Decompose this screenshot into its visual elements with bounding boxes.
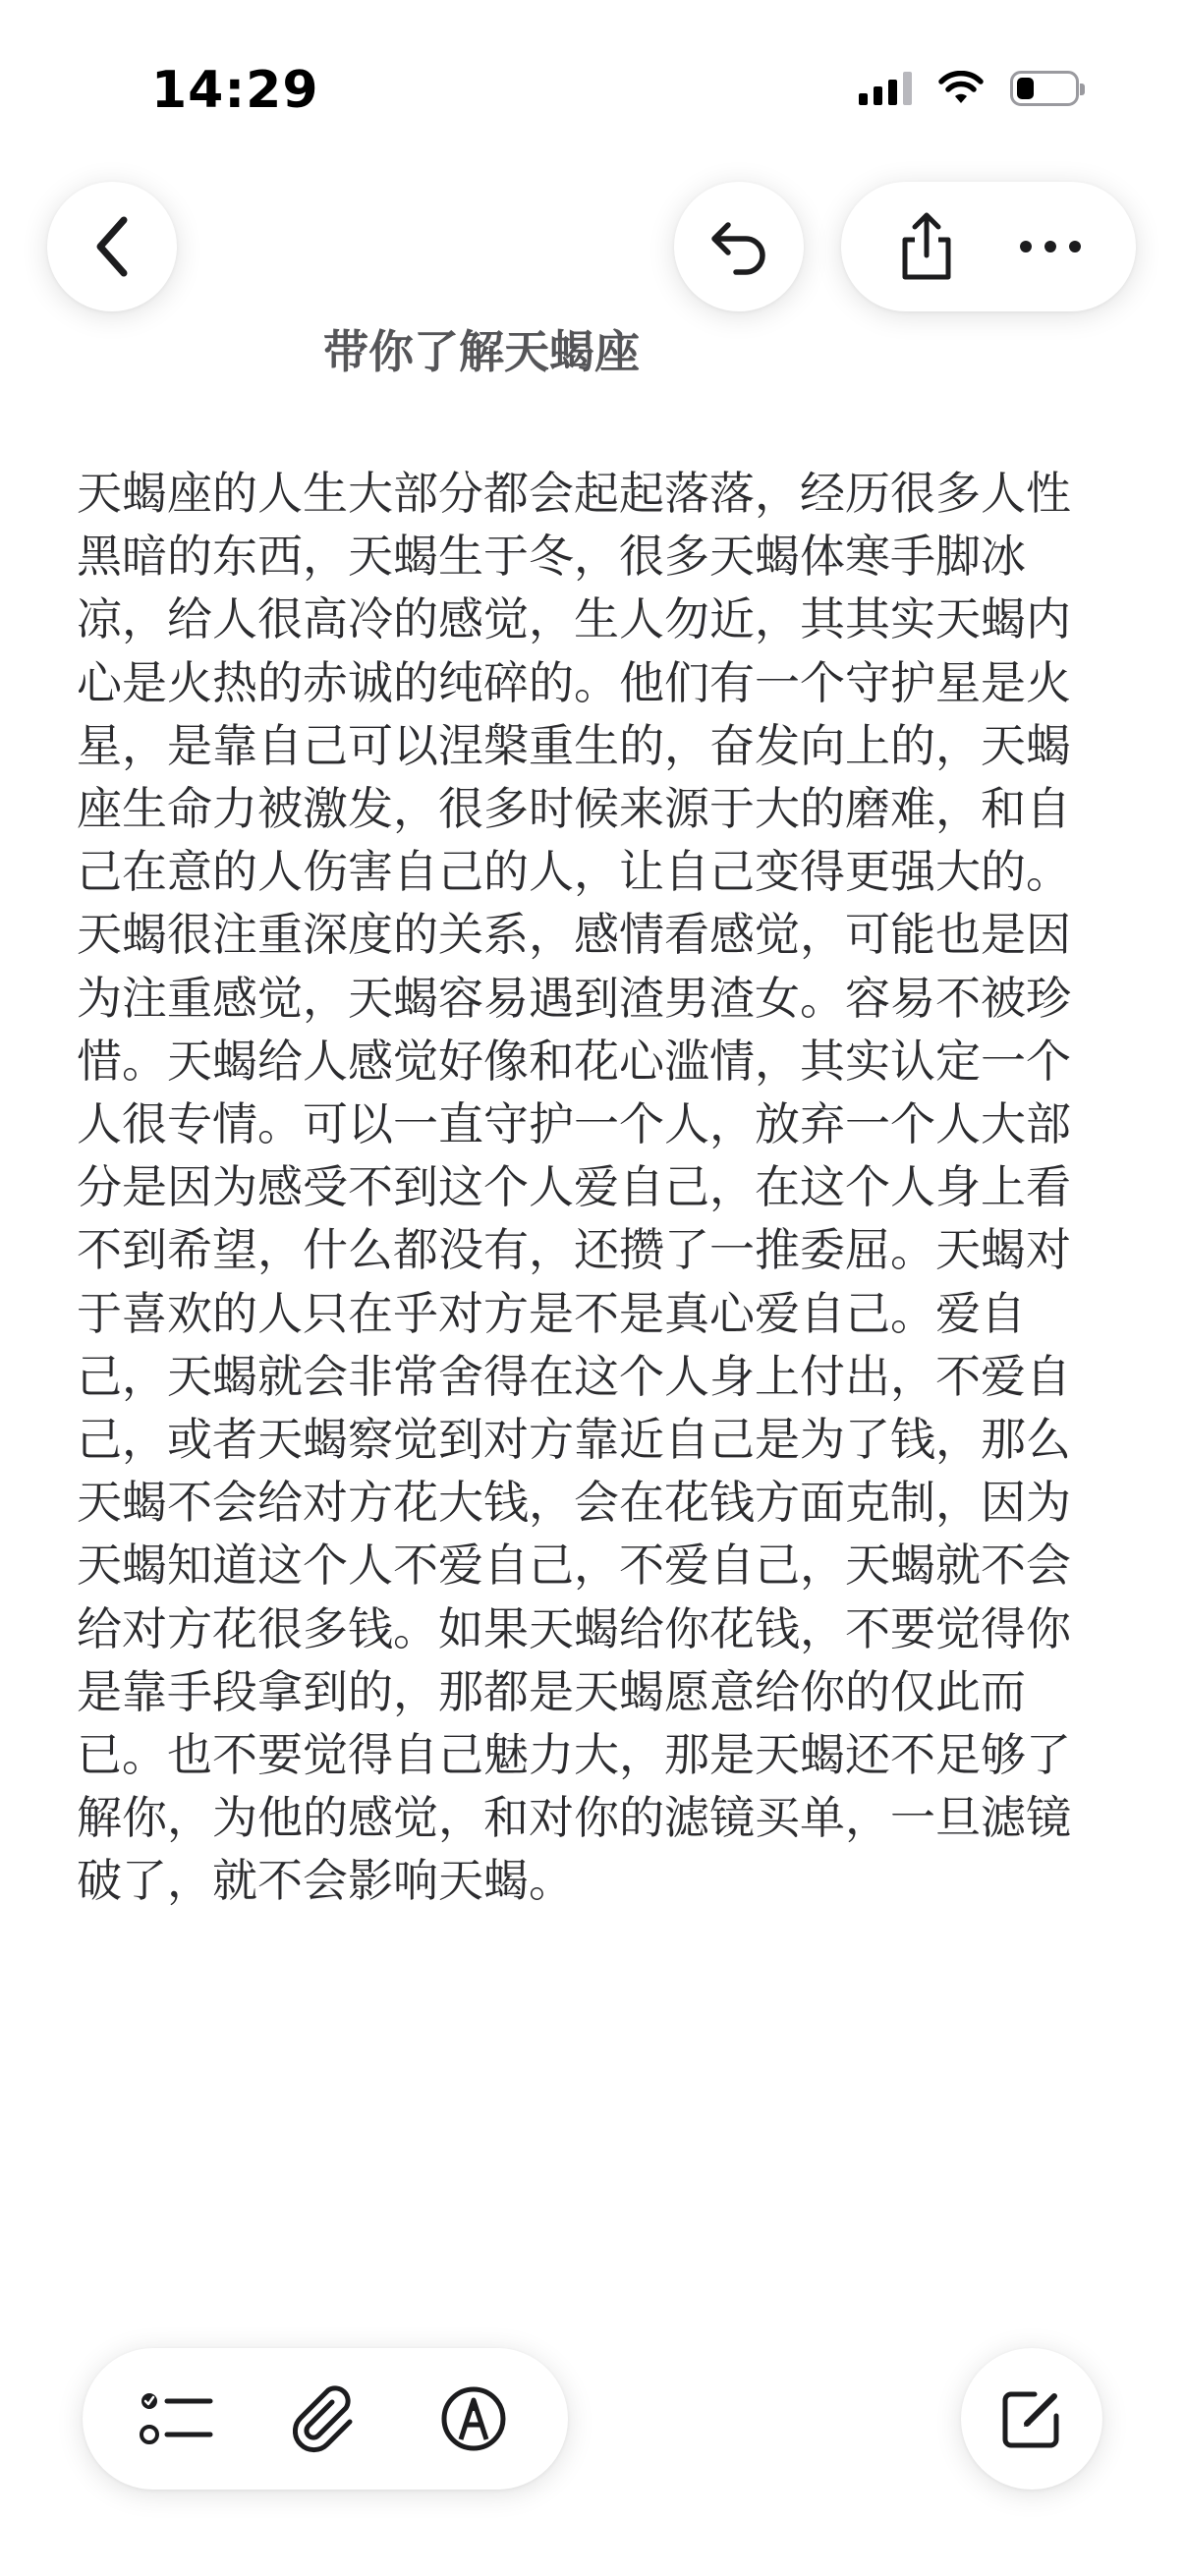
top-actions-group — [841, 182, 1136, 311]
wifi-icon — [937, 71, 985, 106]
status-bar — [0, 0, 1185, 187]
status-icons — [859, 71, 1079, 106]
back-button[interactable] — [47, 182, 177, 311]
more-button[interactable] — [996, 193, 1104, 301]
cellular-signal-icon — [859, 72, 912, 105]
status-time: 14:29 — [151, 61, 319, 120]
bottom-tools-group — [83, 2348, 568, 2490]
compose-button[interactable] — [961, 2348, 1102, 2490]
battery-icon — [1010, 71, 1079, 106]
compose-icon — [999, 2386, 1064, 2451]
note-body[interactable]: 天蝎座的人生大部分都会起起落落，经历很多人性黑暗的东西，天蝎生于冬，很多天蝎体寒手脚冰凉，给人很高冷的感觉，生人勿近，其其实天蝎内心是火热的赤诚的纯碎的。他们有一个守护星是火星，是靠自己可以涅槃重生的，奋发向上的，天蝎座生命力被激发，很多时候来源于大的磨难，和自己在意的人伤害自己的人，让自己变得更强大的。 天蝎很注重深度的关系，感情看感觉，可能也是因为注重感觉，天蝎容易遇到渣男渣女。容易不被珍惜。天蝎给人感觉好像和花心滥情，其实认定一个人很专情。可以一直守护一个人，放弃一个人大部分是因为感受不到这个人爱自己，在这个人身上看不到希望，什么都没有，还攒了一推委屈。天蝎对于喜欢的人只在乎对方是不是真心爱自己。爱自己，天蝎就会非常舍得在这个人身上付出，不爱自己，或者天蝎察觉到对方靠近自己是为了钱，那么天蝎不会给对方花大钱，会在花钱方面克制，因为天蝎知道这个人不爱自己，不爱自己，天蝎就不会给对方花很多钱。如果天蝎给你花钱，不要觉得你是靠手段拿到的，那都是天蝎愿意给你的仅此而已。也不要觉得自己魅力大，那是天蝎还不足够了解你，为他的感觉，和对你的滤镜买单，一旦滤镜破了，就不会影响天蝎。 — [77, 467, 1071, 1908]
more-icon — [1019, 240, 1082, 253]
share-icon — [897, 210, 956, 283]
markup-pen-icon — [439, 2384, 508, 2453]
checklist-button[interactable] — [118, 2360, 236, 2478]
undo-icon — [706, 217, 771, 276]
markup-button[interactable] — [415, 2360, 533, 2478]
attachment-button[interactable] — [266, 2360, 384, 2478]
paperclip-icon — [293, 2384, 358, 2453]
note-title[interactable]: 带你了解天蝎座 — [323, 325, 640, 378]
share-button[interactable] — [873, 193, 981, 301]
chevron-left-icon — [90, 214, 134, 279]
undo-button[interactable] — [674, 182, 804, 311]
checklist-icon — [140, 2387, 214, 2450]
